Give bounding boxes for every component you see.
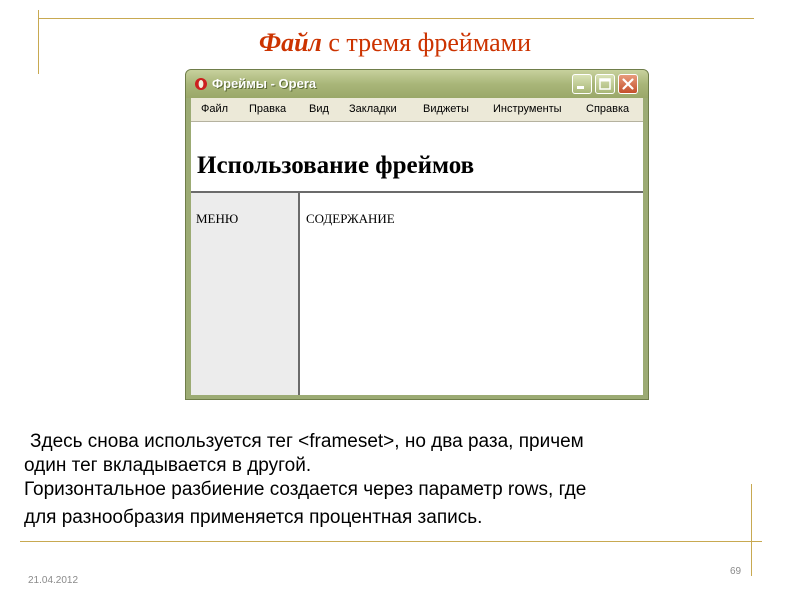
menu-item-edit[interactable]: Правка xyxy=(249,103,287,115)
close-button[interactable] xyxy=(618,74,638,94)
frame-content xyxy=(300,193,643,395)
opera-logo-icon xyxy=(194,77,208,91)
decorative-line-bottom xyxy=(20,541,762,542)
menu-item-view[interactable]: Вид xyxy=(309,103,329,115)
body-line: один тег вкладывается в другой. xyxy=(24,455,312,476)
maximize-button[interactable] xyxy=(595,74,615,94)
minimize-button[interactable] xyxy=(572,74,592,94)
minimize-icon xyxy=(573,75,591,93)
body-line: Здесь снова используется тег <frameset>, но два раза, причем xyxy=(30,431,584,452)
frame-content-label: СОДЕРЖАНИЕ xyxy=(306,211,395,226)
window-titlebar[interactable] xyxy=(186,70,648,98)
menu-item-bookmarks[interactable]: Закладки xyxy=(349,103,397,115)
menu-item-tools[interactable]: Инструменты xyxy=(493,103,562,115)
frame-menu-label: МЕНЮ xyxy=(196,211,239,226)
browser-viewport xyxy=(191,122,643,395)
body-line: Горизонтальное разбиение создается через параметр rows, где xyxy=(24,479,587,500)
menu-item-file[interactable]: Файл xyxy=(201,103,229,115)
slide-body-text xyxy=(24,430,764,530)
menu-bar xyxy=(191,98,643,122)
close-icon xyxy=(619,75,637,93)
page-number: 69 xyxy=(730,566,742,577)
slide-title-rest: с тремя фреймами xyxy=(321,28,532,57)
menu-item-widgets[interactable]: Виджеты xyxy=(423,103,469,115)
decorative-line-right xyxy=(751,484,752,576)
slide-title xyxy=(0,28,790,58)
frame-header-heading: Использование фреймов xyxy=(197,152,475,179)
opera-window xyxy=(185,69,649,400)
frame-menu xyxy=(191,193,300,395)
window-title: Фреймы - Opera xyxy=(212,76,317,91)
slide-title-italic: Файл xyxy=(258,28,322,57)
maximize-icon xyxy=(596,75,614,93)
body-line: для разнообразия применяется процентная запись. xyxy=(24,507,483,528)
frame-header xyxy=(191,122,643,193)
footer-date: 21.04.2012 xyxy=(28,575,79,586)
menu-item-help[interactable]: Справка xyxy=(586,103,630,115)
decorative-line-top xyxy=(38,18,754,19)
